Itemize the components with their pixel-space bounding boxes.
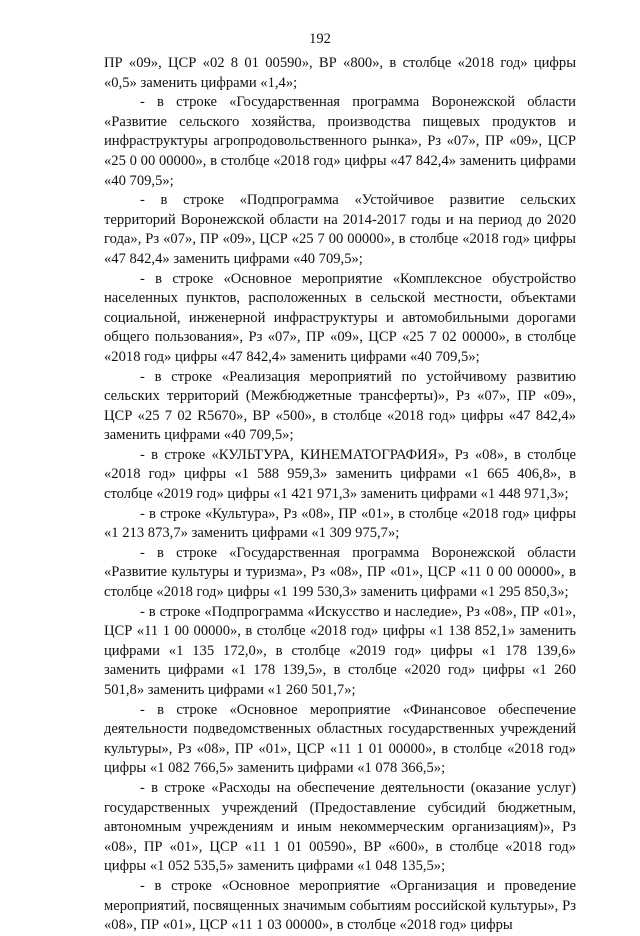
- paragraph: ПР «09», ЦСР «02 8 01 00590», ВР «800», в столбце «2018 год» цифры «0,5» заменить цифрами «1,4»;: [104, 55, 576, 91]
- paragraph: - в строке «Государственная программа Воронежской области «Развитие культуры и туризма», Рз «08», ПР «01», ЦСР «11 0 00 00000», в столбце «2018 год» цифры «1 199 530,3» заменить цифрами «1 295 850,3»;: [104, 544, 576, 601]
- paragraph: - в строке «Основное мероприятие «Финансовое обеспечение деятельности подведомственных областных государственных учреждений культуры», Рз «08», ПР «01», ЦСР «11 1 01 00000», в столбце «2018 год» цифры «1 082 766,5» заменить цифрами «1 078 366,5»;: [104, 701, 576, 777]
- paragraph: - в строке «Основное мероприятие «Комплексное обустройство населенных пунктов, расположенных в сельской местности, объектами социальной, инженерной инфраструктуры и автомобильными дорогами общего пользования», Рз «07», ПР «09», ЦСР «25 7 02 00000», в столбце «2018 год» цифры «47 842,4» заменить цифрами «40 709,5»;: [104, 270, 576, 365]
- page-number: 192: [309, 31, 331, 47]
- paragraph: - в строке «Культура», Рз «08», ПР «01», в столбце «2018 год» цифры «1 213 873,7» заменить цифрами «1 309 975,7»;: [104, 505, 576, 542]
- paragraph: - в строке «Основное мероприятие «Организация и проведение мероприятий, посвященных значимым событиям российской культуры», Рз «08», ПР «01», ЦСР «11 1 03 00000», в столбце «2018 год» цифры: [104, 877, 576, 934]
- paragraph: - в строке «Государственная программа Воронежской области «Развитие сельского хозяйства, производства пищевых продуктов и инфраструктуры агропродовольственного рынка», Рз «07», ПР «09», ЦСР «25 0 00 00000», в столбце «2018 год» цифры «47 842,4» заменить цифрами «40 709,5»;: [104, 94, 576, 189]
- paragraph: - в строке «Подпрограмма «Искусство и наследие», Рз «08», ПР «01», ЦСР «11 1 00 00000», в столбце «2018 год» цифры «1 138 852,1» заменить цифрами «1 135 172,0», в столбце «2019 год» цифры «1 178 139,6» заменить цифрами «1 178 139,5», в столбце «2020 год» цифры «1 260 501,8» заменить цифрами «1 260 501,7»;: [104, 603, 576, 698]
- paragraph: - в строке «Подпрограмма «Устойчивое развитие сельских территорий Воронежской области на 2014-2017 годы и на период до 2020 года», Рз «07», ПР «09», ЦСР «25 7 00 00000», в столбце «2018 год» цифры «47 842,4» заменить цифрами «40 709,5»;: [104, 192, 576, 267]
- paragraph: - в строке «Расходы на обеспечение деятельности (оказание услуг) государственных учреждений (Предоставление субсидий бюджетным, автономным учреждениям и иным некоммерческим организациям)», Рз «08», ПР «01», ЦСР «11 1 01 00590», ВР «600», в столбце «2018 год» цифры «1 052 535,5» заменить цифрами «1 048 135,5»;: [104, 779, 576, 875]
- paragraph: - в строке «Реализация мероприятий по устойчивому развитию сельских территорий (Межбюджетные трансферты)», Рз «07», ПР «09», ЦСР «25 7 02 R5670», ВР «500», в столбце «2018 год» цифры «47 842,4» заменить цифрами «40 709,5»;: [104, 368, 576, 444]
- paragraph: - в строке «КУЛЬТУРА, КИНЕМАТОГРАФИЯ», Рз «08», в столбце «2018 год» цифры «1 588 959,3» заменить цифрами «1 665 406,8», в столбце «2019 год» цифры «1 421 971,3» заменить цифрами «1 448 971,3»;: [104, 446, 576, 503]
- document-body: [104, 54, 576, 936]
